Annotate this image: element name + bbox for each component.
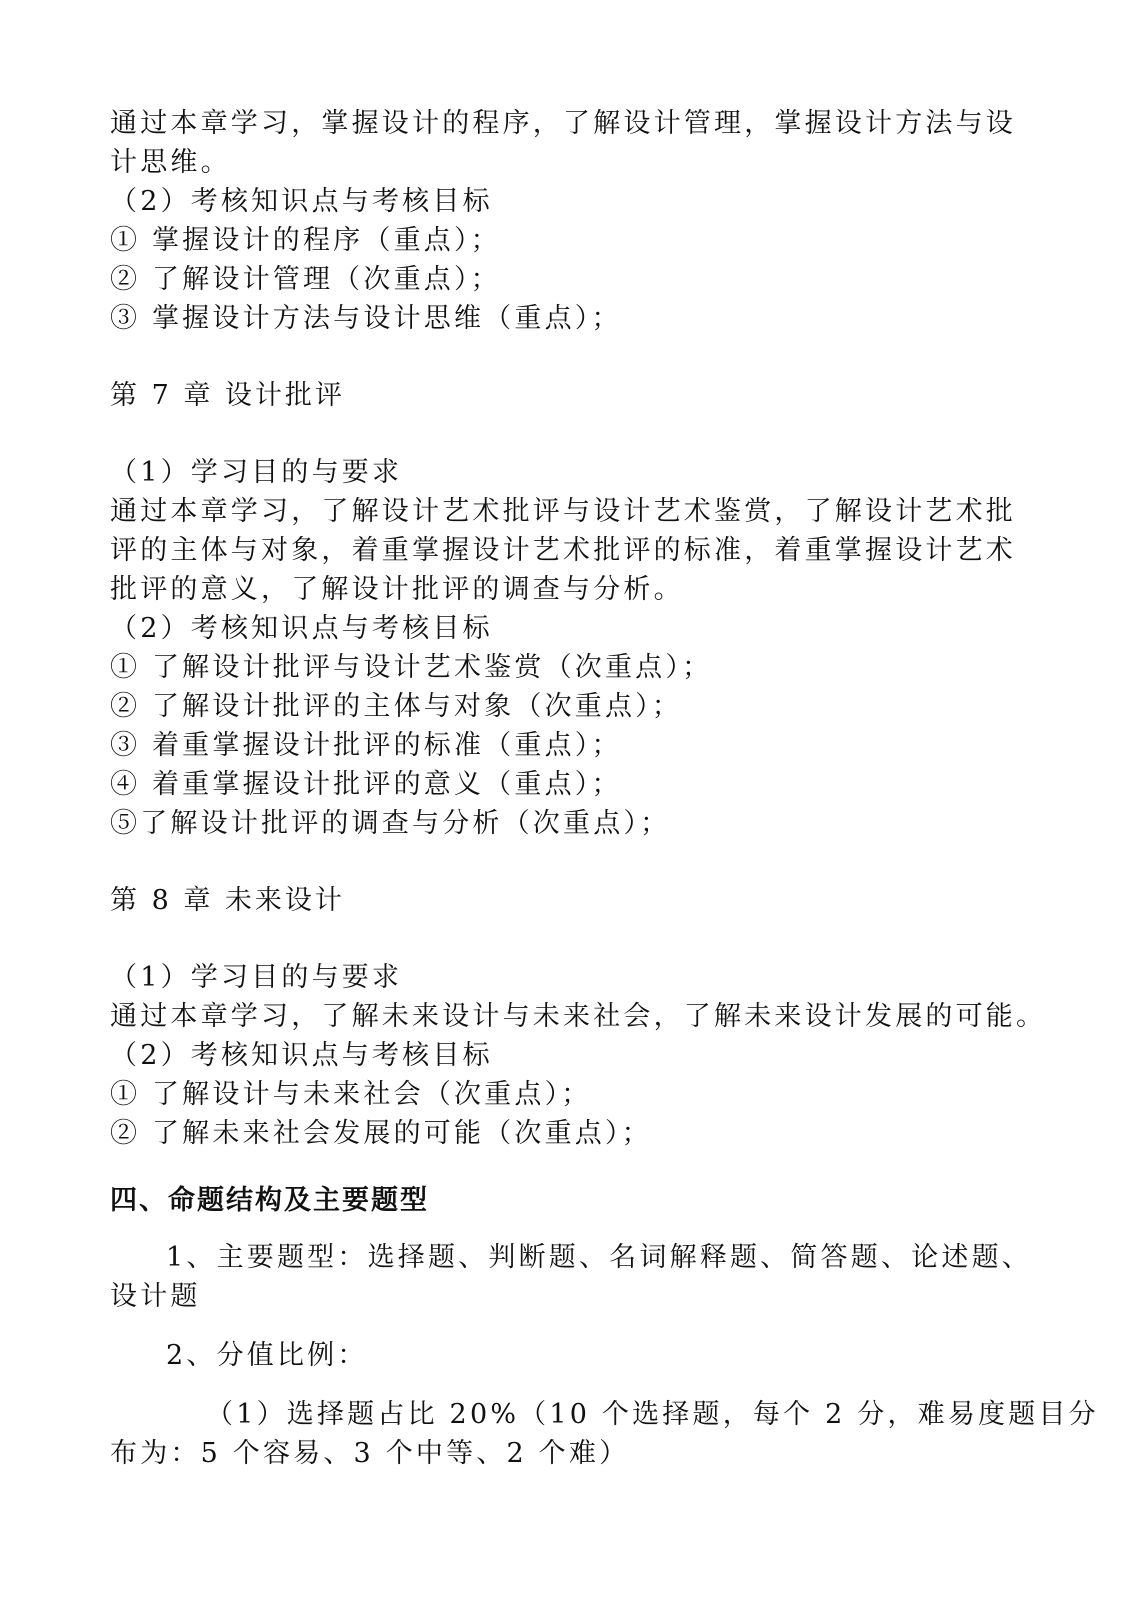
- ch7-title: 第 7 章 设计批评: [110, 380, 345, 411]
- section-4-item-1-line-2: 设计题: [110, 1281, 201, 1312]
- ch6-intro-line-2: 计思维。: [110, 147, 231, 178]
- ch6-intro-line-1: 通过本章学习，掌握设计的程序，了解设计管理，掌握设计方法与设: [110, 108, 1016, 139]
- ch8-point-2: ② 了解未来社会发展的可能（次重点）；: [110, 1118, 652, 1149]
- ch6-point-3: ③ 掌握设计方法与设计思维（重点）；: [110, 303, 622, 334]
- section-4-item-2: 2、分值比例：: [166, 1340, 368, 1371]
- ch8-point-1: ① 了解设计与未来社会（次重点）；: [110, 1079, 592, 1110]
- section-4-sub-1-line-2: 布为：5 个容易、3 个中等、2 个难）: [110, 1438, 630, 1469]
- ch8-intro: 通过本章学习，了解未来设计与未来社会，了解未来设计发展的可能。: [110, 1001, 1047, 1032]
- ch7-point-4: ④ 着重掌握设计批评的意义（重点）；: [110, 769, 622, 800]
- ch6-point-2: ② 了解设计管理（次重点）；: [110, 264, 501, 295]
- ch8-title: 第 8 章 未来设计: [110, 885, 345, 916]
- ch7-point-2: ② 了解设计批评的主体与对象（次重点）；: [110, 691, 683, 722]
- document-page: [110, 104, 1099, 1473]
- ch7-point-1: ① 了解设计批评与设计艺术鉴赏（次重点）；: [110, 652, 713, 683]
- section-4-heading: 四、命题结构及主要题型: [110, 1185, 429, 1216]
- ch7-intro-line-3: 批评的意义，了解设计批评的调查与分析。: [110, 574, 684, 605]
- ch8-goal-title: （1）学习目的与要求: [110, 962, 403, 993]
- section-4-sub-1-line-1: （1）选择题占比 20%（10 个选择题，每个 2 分，难易度题目分: [206, 1399, 1099, 1430]
- ch7-intro-line-2: 评的主体与对象，着重掌握设计艺术批评的标准，着重掌握设计艺术: [110, 535, 1016, 566]
- ch7-goal-title: （1）学习目的与要求: [110, 457, 403, 488]
- section-4-item-1-line-1: 1、主要题型：选择题、判断题、名词解释题、简答题、论述题、: [166, 1242, 1032, 1273]
- ch6-point-1: ① 掌握设计的程序（重点）；: [110, 225, 501, 256]
- ch8-points-title: （2）考核知识点与考核目标: [110, 1040, 493, 1071]
- ch7-intro-line-1: 通过本章学习，了解设计艺术批评与设计艺术鉴赏，了解设计艺术批: [110, 496, 1016, 527]
- ch7-points-title: （2）考核知识点与考核目标: [110, 613, 493, 644]
- ch7-point-5: ⑤了解设计批评的调查与分析（次重点）；: [110, 808, 671, 839]
- ch7-point-3: ③ 着重掌握设计批评的标准（重点）；: [110, 730, 622, 761]
- ch6-points-title: （2）考核知识点与考核目标: [110, 186, 493, 217]
